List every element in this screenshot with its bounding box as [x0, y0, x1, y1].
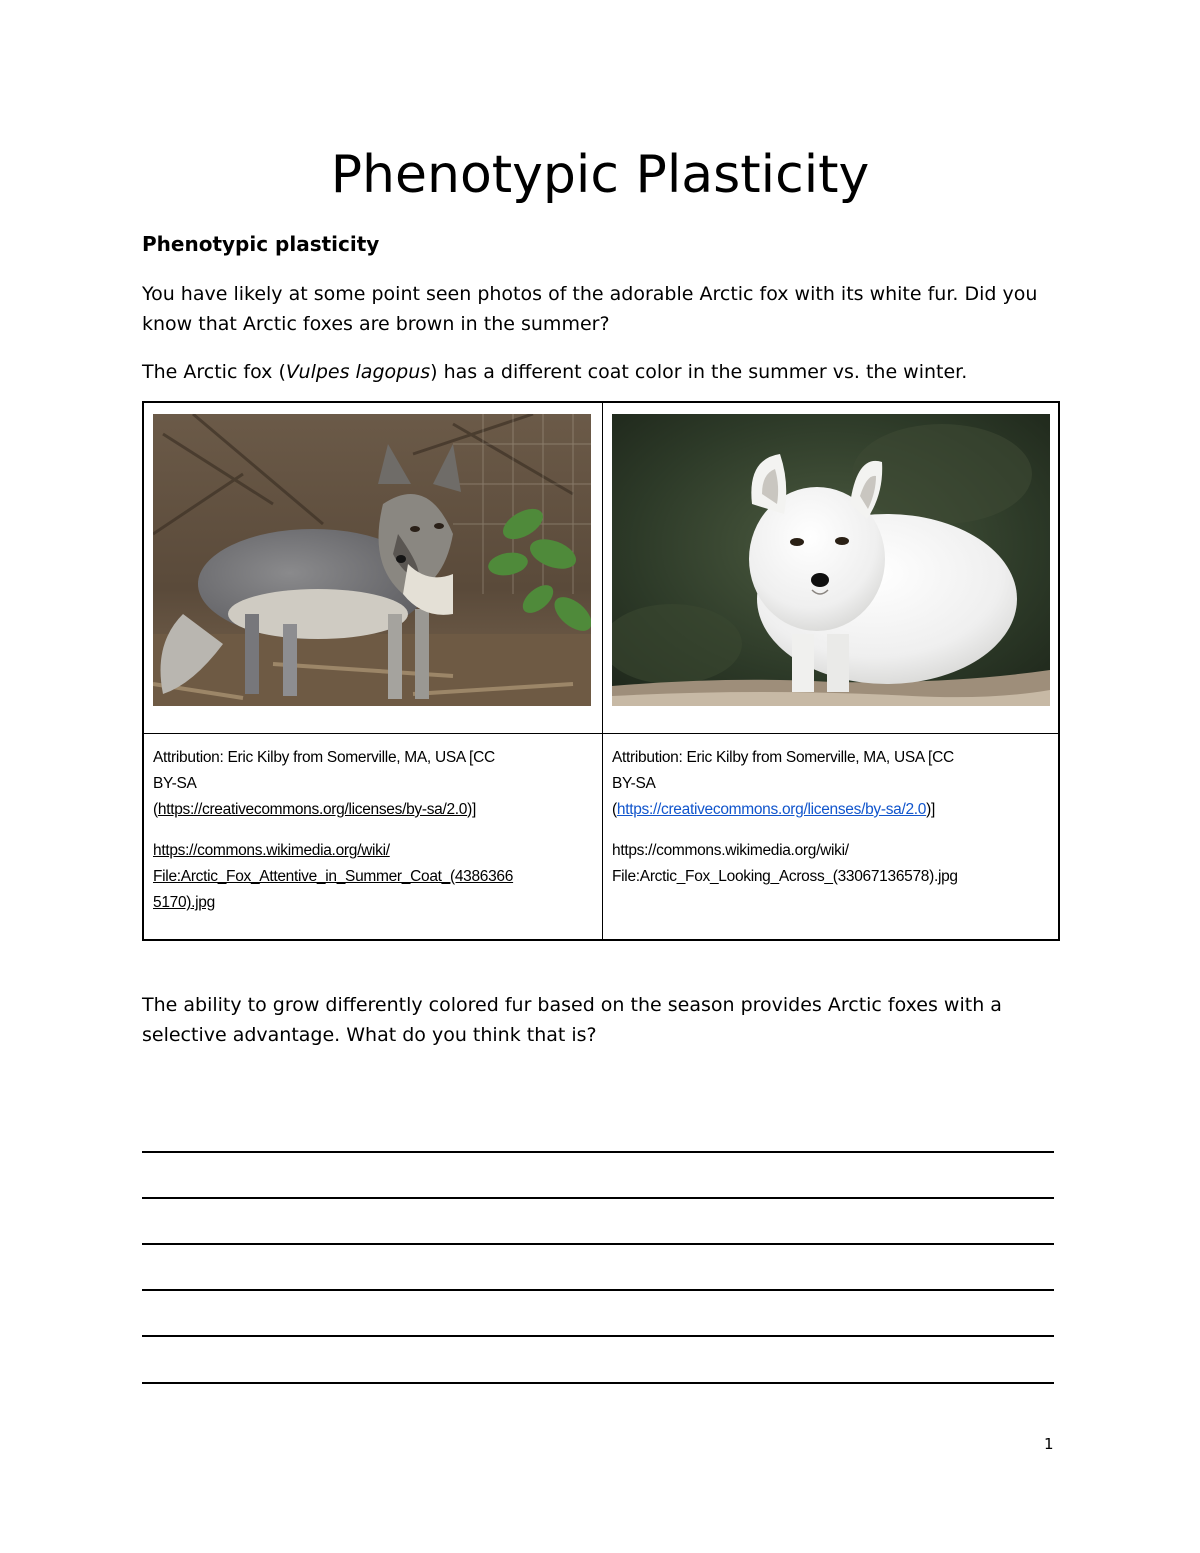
species-sentence-end: ) has a different coat color in the summer vs. the winter. — [430, 361, 968, 383]
answer-line-4[interactable] — [142, 1289, 1054, 1291]
table-row-divider — [144, 733, 1058, 734]
right-source-line-1: https://commons.wikimedia.org/wiki/ — [612, 842, 849, 859]
left-source-link-line-2[interactable]: File:Arctic_Fox_Attentive_in_Summer_Coat_(4386366 — [153, 868, 514, 885]
left-license-line — [153, 797, 589, 823]
arctic-fox-winter-coat-photo — [612, 414, 1050, 706]
section-heading: Phenotypic plasticity — [142, 232, 380, 256]
answer-line-6[interactable] — [142, 1382, 1054, 1384]
left-license-close: )] — [467, 801, 477, 818]
right-photo-caption — [612, 745, 1048, 890]
answer-line-2[interactable] — [142, 1197, 1054, 1199]
left-source-link-line-3[interactable]: 5170).jpg — [153, 894, 215, 911]
question-paragraph — [142, 990, 1062, 1050]
intro-line-1: You have likely at some point seen photos of the adorable Arctic fox with its white fur. Did you — [142, 283, 1038, 305]
left-attribution: Attribution: Eric Kilby from Somerville, MA, USA [CC — [153, 749, 495, 766]
answer-line-5[interactable] — [142, 1335, 1054, 1337]
question-line-2: selective advantage. What do you think that is? — [142, 1024, 597, 1046]
species-sentence-start: The Arctic fox ( — [142, 361, 286, 383]
left-license-open-paren: ( — [153, 801, 158, 818]
page-title: Phenotypic Plasticity — [330, 145, 870, 205]
right-license-open-paren: ( — [612, 801, 617, 818]
left-license-link[interactable]: https://creativecommons.org/licenses/by-sa/2.0 — [157, 801, 468, 818]
answer-line-1[interactable] — [142, 1151, 1054, 1153]
right-attribution: Attribution: Eric Kilby from Somerville, MA, USA [CC — [612, 749, 954, 766]
left-license-label: BY-SA — [153, 775, 197, 792]
table-column-divider — [602, 403, 603, 939]
intro-paragraph — [142, 279, 1062, 339]
left-source-link-line-1[interactable]: https://commons.wikimedia.org/wiki/ — [153, 842, 390, 859]
species-sentence — [142, 357, 1062, 387]
intro-line-2: know that Arctic foxes are brown in the summer? — [142, 313, 610, 335]
right-license-link[interactable]: https://creativecommons.org/licenses/by-sa/2.0 — [616, 801, 927, 818]
figure-table — [142, 401, 1060, 941]
left-photo-caption — [153, 745, 589, 916]
page-number: 1 — [1044, 1435, 1054, 1453]
right-license-close: )] — [926, 801, 936, 818]
question-line-1: The ability to grow differently colored fur based on the season provides Arctic foxes with a — [142, 994, 1002, 1016]
species-name: Vulpes lagopus — [285, 361, 431, 383]
answer-line-3[interactable] — [142, 1243, 1054, 1245]
right-source-line-2: File:Arctic_Fox_Looking_Across_(33067136578).jpg — [612, 868, 958, 885]
right-license-label: BY-SA — [612, 775, 656, 792]
arctic-fox-summer-coat-photo — [153, 414, 591, 706]
right-license-line — [612, 797, 1048, 823]
